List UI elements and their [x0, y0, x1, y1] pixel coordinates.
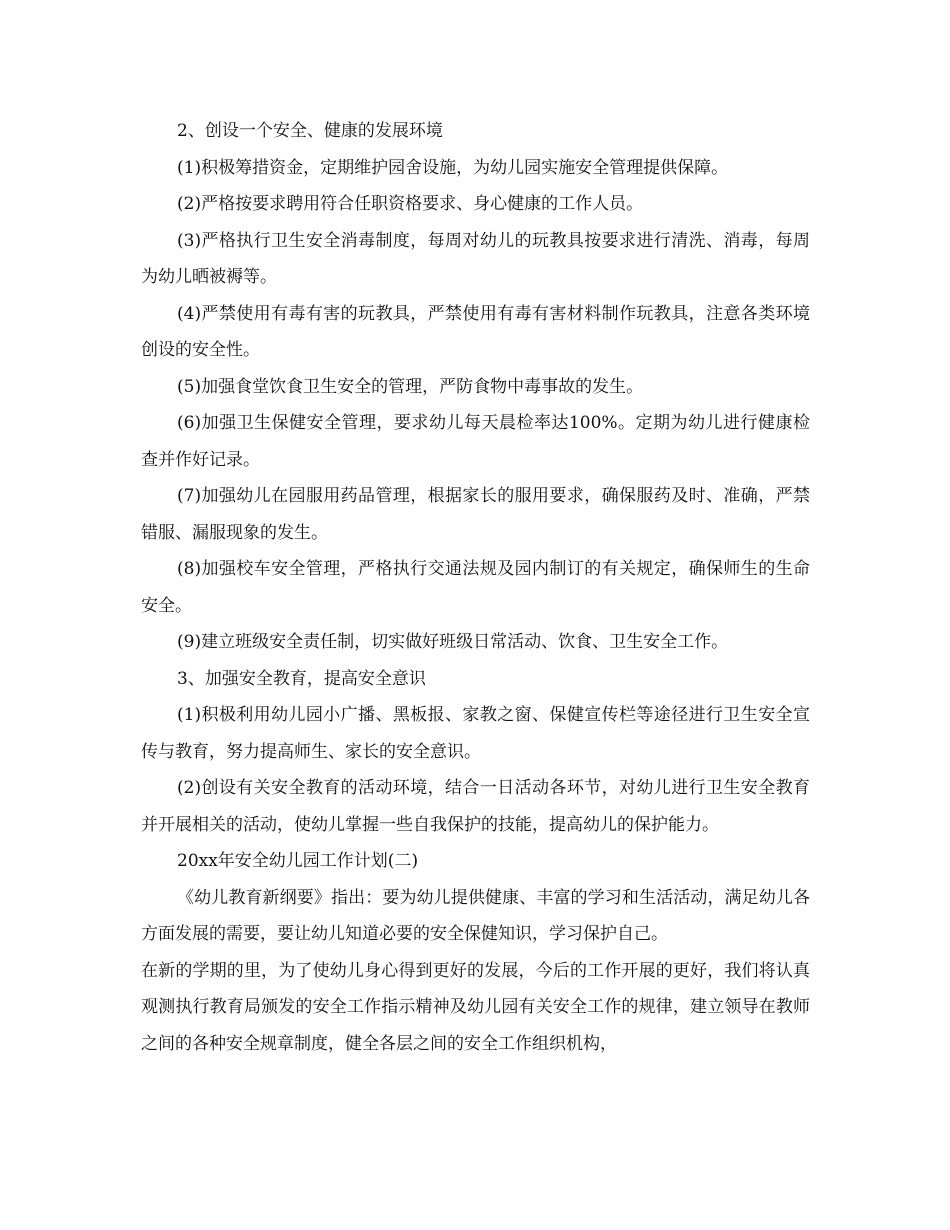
list-item-2-7: (7)加强幼儿在园服用药品管理，根据家长的服用要求，确保服药及时、准确，严禁错服、漏服现象的发生。 — [141, 486, 810, 543]
plan-title: 20xx年安全幼儿园工作计划(二) — [177, 851, 419, 871]
list-item-2-3: (3)严格执行卫生安全消毒制度，每周对幼儿的玩教具按要求进行清洗、消毒，每周为幼儿晒被褥等。 — [141, 230, 810, 287]
list-item-2-9: (9)建立班级安全责任制，切实做好班级日常活动、饮食、卫生安全工作。 — [177, 632, 729, 652]
list-item-2-8: (8)加强校车安全管理，严格执行交通法规及园内制订的有关规定，确保师生的生命安全。 — [141, 559, 810, 616]
list-item-2-5: (5)加强食堂饮食卫生安全的管理，严防食物中毒事故的发生。 — [177, 376, 644, 397]
section-heading-2: 2、创设一个安全、健康的发展环境 — [177, 121, 443, 141]
list-item-2-6: (6)加强卫生保健安全管理，要求幼儿每天晨检率达100%。定期为幼儿进行健康检查并作好记录。 — [141, 413, 810, 470]
list-item-2-1: (1)积极筹措资金，定期维护园舍设施，为幼儿园实施安全管理提供保障。 — [177, 157, 729, 178]
list-item-3-2: (2)创设有关安全教育的活动环境，结合一日活动各环节，对幼儿进行卫生安全教育并开展相关的活动，使幼儿掌握一些自我保护的技能，提高幼儿的保护能力。 — [141, 778, 810, 835]
document-body — [141, 113, 810, 1062]
list-item-2-4: (4)严禁使用有毒有害的玩教具，严禁使用有毒有害材料制作玩教具，注意各类环境创设的安全性。 — [141, 303, 810, 360]
body-paragraph: 在新的学期的里，为了使幼儿身心得到更好的发展，今后的工作开展的更好，我们将认真观测执行教育局颁发的安全工作指示精神及幼儿园有关安全工作的规律，建立领导在教师之间的各种安全规章制度，健全各层之间的安全工作组织机构， — [141, 960, 810, 1054]
list-item-2-2: (2)严格按要求聘用符合任职资格要求、身心健康的工作人员。 — [177, 194, 644, 214]
list-item-3-1: (1)积极利用幼儿园小广播、黑板报、家教之窗、保健宣传栏等途径进行卫生安全宣传与教育，努力提高师生、家长的安全意识。 — [141, 705, 810, 762]
intro-paragraph: 《幼儿教育新纲要》指出：要为幼儿提供健康、丰富的学习和生活活动，满足幼儿各方面发展的需要，要让幼儿知道必要的安全保健知识，学习保护自己。 — [141, 887, 810, 944]
section-heading-3: 3、加强安全教育，提高安全意识 — [177, 668, 426, 689]
